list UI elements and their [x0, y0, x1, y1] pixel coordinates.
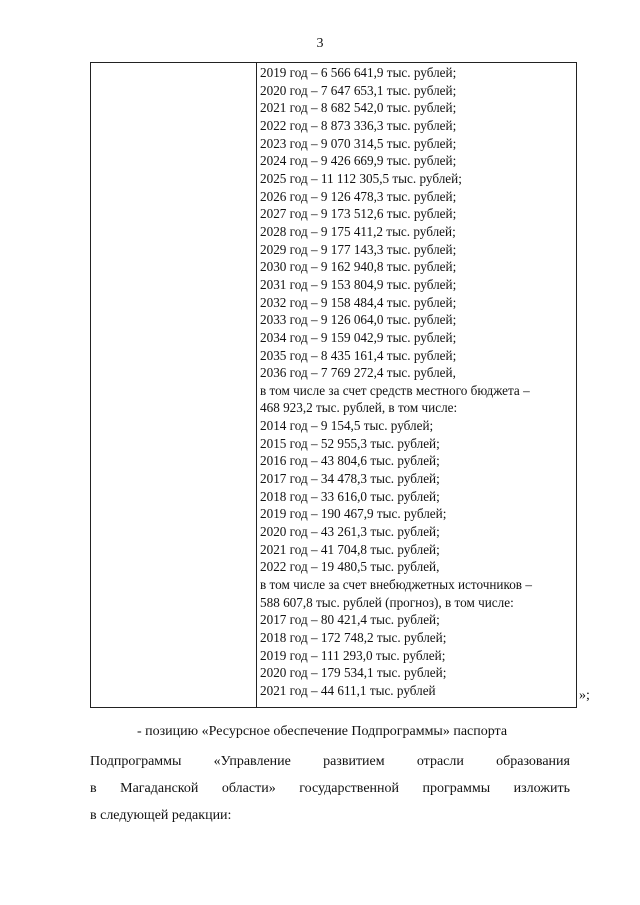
funding-line: в том числе за счет внебюджетных источников –	[260, 577, 532, 593]
body-word: Магаданской	[120, 781, 199, 796]
funding-line: 2031 год – 9 153 804,9 тыс. рублей;	[260, 276, 457, 292]
funding-line: 2020 год – 179 534,1 тыс. рублей;	[260, 665, 447, 681]
body-word: развитием	[323, 754, 385, 769]
funding-line: 2034 год – 9 159 042,9 тыс. рублей;	[260, 329, 457, 345]
funding-line: 2020 год – 43 261,3 тыс. рублей;	[260, 524, 440, 540]
body-word: отрасли	[416, 754, 464, 769]
funding-line: 2019 год – 190 467,9 тыс. рублей;	[260, 506, 447, 522]
funding-line: 2030 год – 9 162 940,8 тыс. рублей;	[260, 259, 457, 275]
funding-line: 2019 год – 6 566 641,9 тыс. рублей;	[260, 65, 457, 80]
funding-line: 2019 год – 111 293,0 тыс. рублей;	[260, 647, 446, 663]
resource-table	[90, 62, 577, 708]
funding-line: 2029 год – 9 177 143,3 тыс. рублей;	[260, 241, 457, 257]
funding-line: 2022 год – 19 480,5 тыс. рублей,	[260, 559, 440, 575]
body-word: государственной	[299, 781, 400, 796]
body-word: области»	[221, 781, 276, 796]
closing-quote: »;	[579, 688, 590, 703]
funding-line: 2021 год – 41 704,8 тыс. рублей;	[260, 541, 440, 557]
body-word: «Управление	[213, 754, 291, 769]
funding-line: 2023 год – 9 070 314,5 тыс. рублей;	[260, 135, 457, 151]
funding-line: 2021 год – 8 682 542,0 тыс. рублей;	[260, 100, 457, 116]
funding-cell	[260, 64, 575, 700]
table-column-divider	[256, 63, 257, 707]
instruction-line-3	[90, 779, 570, 799]
funding-line: 2036 год – 7 769 272,4 тыс. рублей,	[260, 365, 456, 381]
funding-line: 2021 год – 44 611,1 тыс. рублей	[260, 682, 436, 698]
funding-line: 2024 год – 9 426 669,9 тыс. рублей;	[260, 153, 457, 169]
body-word: образования	[496, 754, 570, 769]
funding-line: 2028 год – 9 175 411,2 тыс. рублей;	[260, 223, 456, 239]
instruction-line-1: - позицию «Ресурсное обеспечение Подпрограммы» паспорта	[137, 724, 508, 739]
funding-line: 2022 год – 8 873 336,3 тыс. рублей;	[260, 117, 457, 133]
instruction-line-4: в следующей редакции:	[90, 808, 232, 823]
funding-line: 2025 год – 11 112 305,5 тыс. рублей;	[260, 170, 462, 186]
funding-line: 468 923,2 тыс. рублей, в том числе:	[260, 400, 458, 416]
funding-line: 2020 год – 7 647 653,1 тыс. рублей;	[260, 82, 457, 98]
funding-line: 2017 год – 34 478,3 тыс. рублей;	[260, 471, 440, 487]
funding-line: в том числе за счет средств местного бюджета –	[260, 382, 530, 398]
body-word: в	[90, 781, 97, 796]
body-word: изложить	[513, 781, 570, 796]
funding-line: 2027 год – 9 173 512,6 тыс. рублей;	[260, 206, 457, 222]
funding-line: 2035 год – 8 435 161,4 тыс. рублей;	[260, 347, 457, 363]
page-number: 3	[316, 36, 324, 51]
funding-line: 2032 год – 9 158 484,4 тыс. рублей;	[260, 294, 457, 310]
body-word: программы	[422, 781, 491, 796]
body-word: Подпрограммы	[90, 754, 182, 769]
funding-line: 2014 год – 9 154,5 тыс. рублей;	[260, 418, 434, 434]
funding-line: 588 607,8 тыс. рублей (прогноз), в том числе:	[260, 594, 514, 610]
funding-line: 2015 год – 52 955,3 тыс. рублей;	[260, 435, 440, 451]
funding-line: 2018 год – 33 616,0 тыс. рублей;	[260, 488, 440, 504]
instruction-line-2	[90, 752, 570, 772]
funding-line: 2017 год – 80 421,4 тыс. рублей;	[260, 612, 440, 628]
funding-line: 2018 год – 172 748,2 тыс. рублей;	[260, 630, 447, 645]
funding-line: 2033 год – 9 126 064,0 тыс. рублей;	[260, 312, 457, 328]
funding-line: 2026 год – 9 126 478,3 тыс. рублей;	[260, 188, 457, 204]
funding-line: 2016 год – 43 804,6 тыс. рублей;	[260, 453, 440, 469]
